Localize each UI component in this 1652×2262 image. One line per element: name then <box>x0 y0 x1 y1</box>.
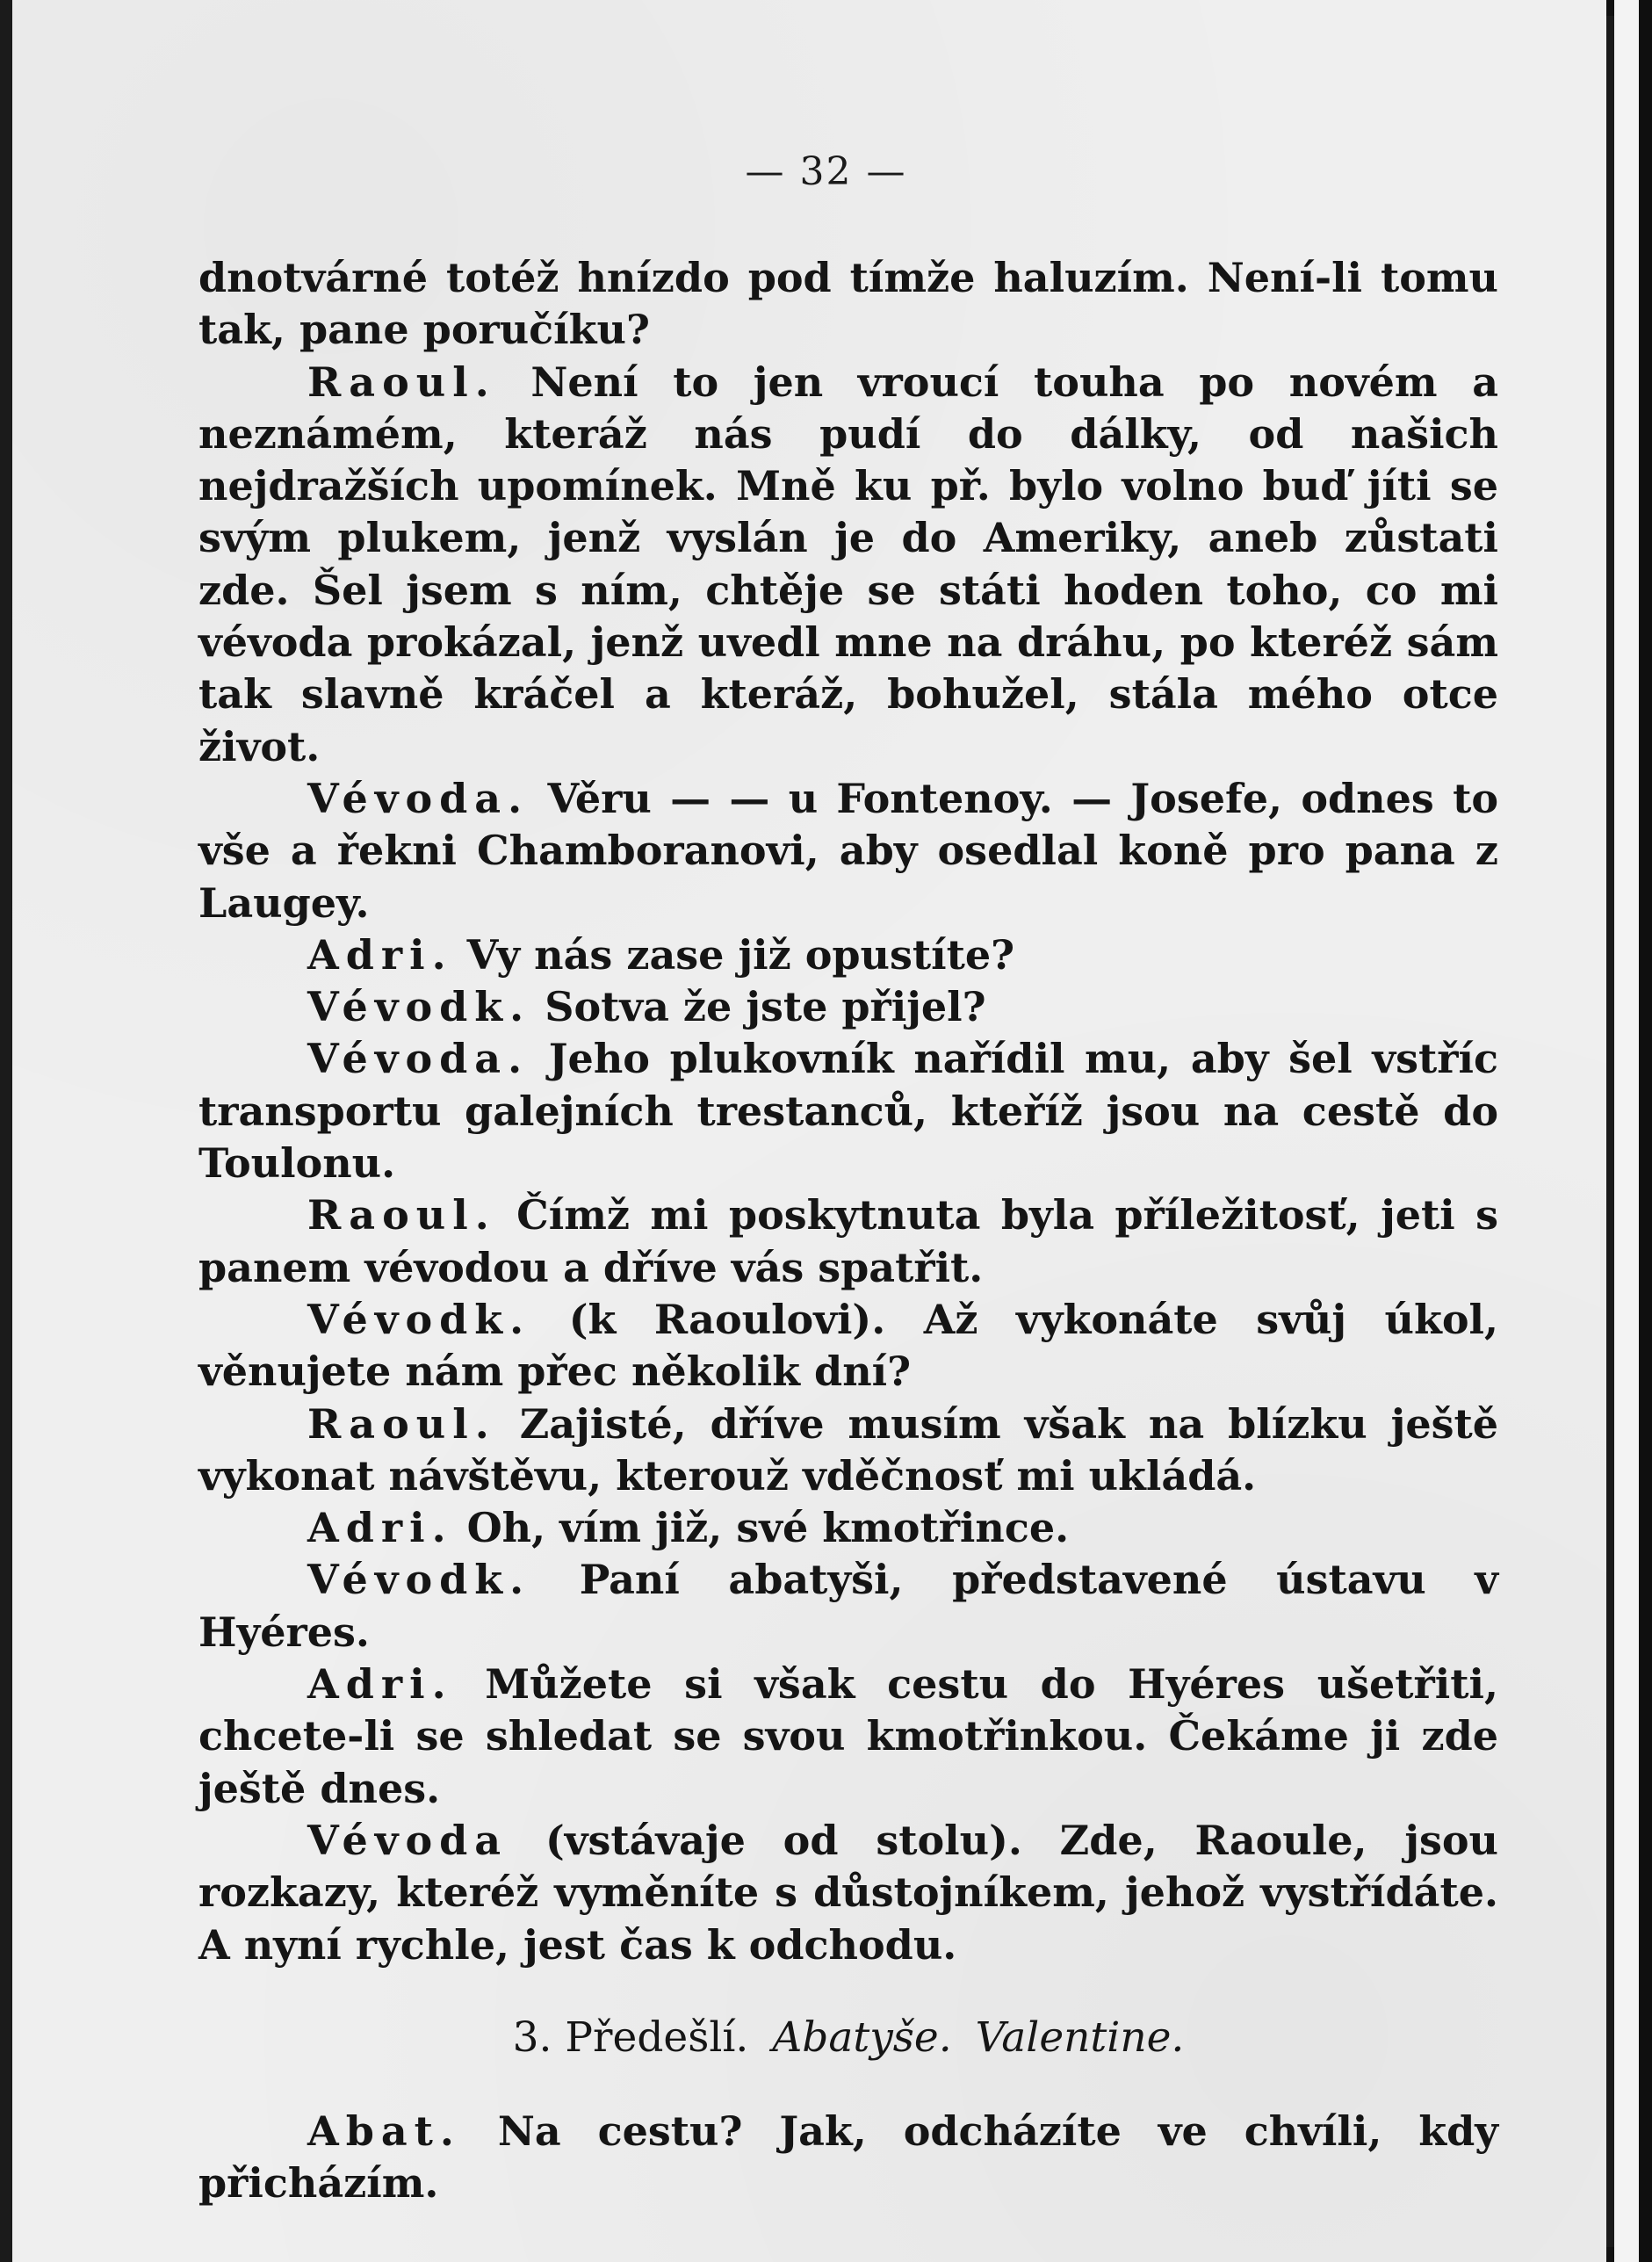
page-number: — 32 — <box>745 149 907 194</box>
speaker-name: Raoul. <box>307 1191 496 1239</box>
scene-character: Abatyše. <box>772 2013 952 2062</box>
speaker-name: Abat. <box>307 2107 461 2156</box>
dialogue-text: Můžete si však cestu do Hyéres ušetřiti, chcete-li se shledat se svou kmotřinkou. Čekáme ji zde ještě dnes. <box>198 1660 1498 1812</box>
dialogue-line <box>198 1189 1498 1294</box>
dialogue-text: (vstávaje od stolu). Zde, Raoule, jsou rozkazy, kteréž vyměníte s důstojníkem, jehož vystřídáte. A nyní rychle, jest čas k odchodu. <box>198 1816 1498 1969</box>
scan-right-rule <box>1606 16 1614 2247</box>
scene-character: Valentine. <box>975 2013 1185 2062</box>
speaker-name: Adri. <box>307 930 453 979</box>
speaker-name: Raoul. <box>307 358 496 406</box>
scan-right-edge <box>1639 0 1652 2262</box>
dialogue-text: (k Raoulovi). Až vykonáte svůj úkol, věnujete nám přec několik dní? <box>198 1295 1499 1396</box>
dialogue-text: Čímž mi poskytnuta byla příležitosť, jeti s panem vévodou a dříve vás spatřit. <box>198 1191 1499 1291</box>
dialogue-line <box>198 929 1498 981</box>
dialogue-line <box>198 981 1498 1033</box>
dialogue-line <box>198 1398 1498 1503</box>
speaker-name: Vévoda. <box>307 774 530 822</box>
dialogue-text: Zajisté, dříve musím však na blízku ještě vykonat návštěvu, kterouž vděčnosť mi ukládá. <box>198 1399 1498 1500</box>
speaker-name: Vévodk. <box>307 1556 531 1604</box>
speaker-name: Vévodk. <box>307 983 531 1031</box>
dialogue-text: Není to jen vroucí touha po novém a neznámém, kteráž nás pudí do dálky, od našich nejdražších upomínek. Mně ku př. bylo volno buď jíti se svým plukem, jenž vyslán je do Ameriky, aneb zůstati zde. Šel jsem s ním, chtěje se státi hoden toho, co mi vévoda prokázal, jenž uvedl mne na dráhu, po kteréž sám tak slavně kráčel a kteráž, bohužel, stála mého otce život. <box>198 358 1498 770</box>
scene-number: 3. Předešlí. <box>512 2013 749 2062</box>
dialogue-text: Vy nás zase již opustíte? <box>466 930 1015 979</box>
dialogue-line <box>198 1554 1498 1659</box>
scan-left-edge <box>0 0 12 2262</box>
dialogue-line <box>198 1294 1498 1398</box>
dialogue-line <box>198 773 1498 929</box>
speaker-name: Vévoda. <box>307 1035 530 1083</box>
speaker-name: Adri. <box>307 1504 453 1552</box>
paragraph <box>198 252 1498 357</box>
dialogue-line <box>198 1033 1498 1189</box>
dialogue-text: Na cestu? Jak, odcházíte ve chvíli, kdy přicházím. <box>198 2107 1498 2208</box>
body-text <box>198 252 1498 2210</box>
dialogue-line <box>198 2106 1498 2210</box>
paragraph-text: dnotvárné totéž hnízdo pod tímže haluzím. Není-li tomu tak, pane poručíku? <box>198 254 1498 354</box>
dialogue-text: Věru — — u Fontenoy. — Josefe, odnes to vše a řekni Chamboranovi, aby osedlal koně pro pana z Laugey. <box>198 774 1499 927</box>
dialogue-text: Sotva že jste přijel? <box>545 983 986 1031</box>
dialogue-text: Paní abatyši, představené ústavu v Hyéres. <box>198 1556 1499 1656</box>
dialogue-text: Jeho plukovník nařídil mu, aby šel vstříc transportu galejních trestanců, kteříž jsou na cestě do Toulonu. <box>198 1035 1499 1188</box>
dialogue-text: Oh, vím již, své kmotřince. <box>466 1504 1070 1552</box>
dialogue-line <box>198 1815 1498 1971</box>
scene-heading <box>198 2012 1498 2063</box>
speaker-name: Adri. <box>307 1660 453 1709</box>
dialogue-line <box>198 357 1498 773</box>
speaker-name: Vévoda <box>307 1816 509 1864</box>
speaker-name: Vévodk. <box>307 1295 531 1343</box>
speaker-name: Raoul. <box>307 1399 496 1448</box>
dialogue-line <box>198 1502 1498 1554</box>
dialogue-line <box>198 1659 1498 1815</box>
